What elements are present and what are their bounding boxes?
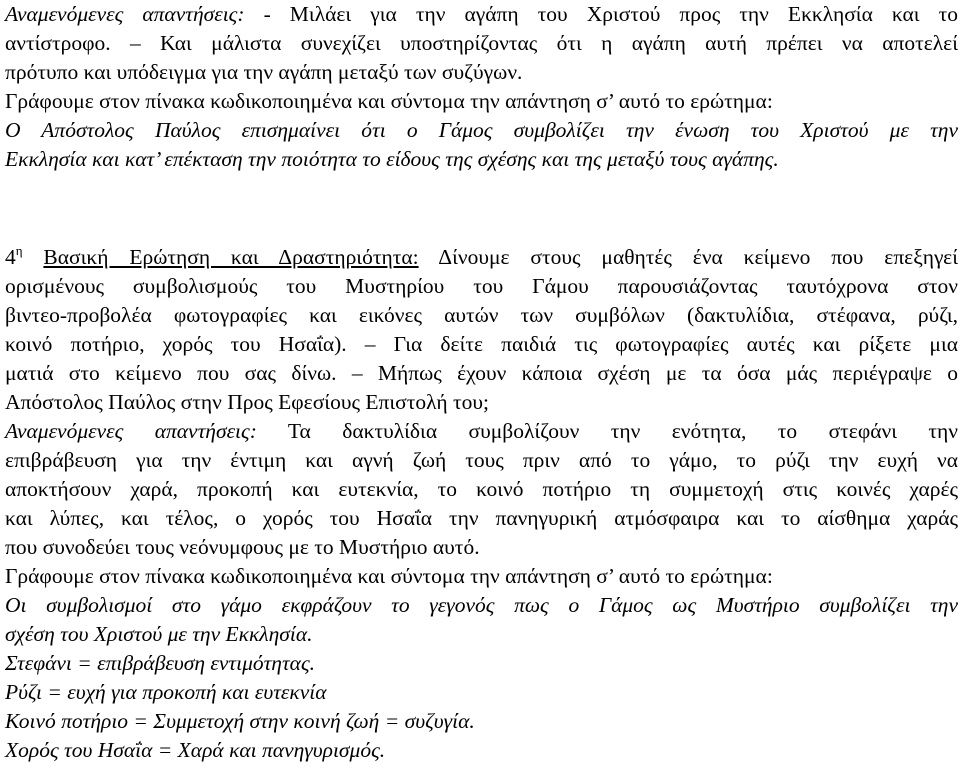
expected-answers-label: Αναμενόμενες απαντήσεις: xyxy=(5,419,257,443)
text-line xyxy=(5,736,958,765)
italic-text: Ρύζι = ευχή για προκοπή και ευτεκνία xyxy=(5,680,327,704)
italic-text: Χορός του Ησαΐα = Χαρά και πανηγυρισμός. xyxy=(5,738,386,762)
text-line xyxy=(5,29,958,58)
text-line xyxy=(5,533,958,562)
italic-text: Ο Απόστολος Παύλος επισημαίνει ότι ο Γάμος συμβολίζει την ένωση του Χριστού με την xyxy=(5,118,958,142)
text-line xyxy=(5,678,958,707)
italic-text: Οι συμβολισμοί στο γάμο εκφράζουν το γεγονός πως ο Γάμος ως Μυστήριο συμβολίζει την xyxy=(5,593,958,617)
section-heading: Βασική Ερώτηση και Δραστηριότητα: xyxy=(43,245,419,269)
body-text: ορισμένους συμβολισμούς του Μυστηρίου του Γάμου παρουσιάζοντας ταυτόχρονα στον xyxy=(5,274,958,298)
text-line xyxy=(5,330,958,359)
body-text: επιβράβευση για την έντιμη και αγνή ζωή τους πριν από το γάμο, το ρύζι την ευχή να xyxy=(5,448,958,472)
text-line xyxy=(5,116,958,145)
text-line xyxy=(5,417,958,446)
body-text: Γράφουμε στον πίνακα κωδικοποιημένα και σύντομα την απάντηση σ’ αυτό το ερώτημα: xyxy=(5,89,773,113)
question-number: 4 xyxy=(5,245,16,269)
document-page xyxy=(5,0,958,765)
text-line xyxy=(5,649,958,678)
body-text: - Μιλάει για την αγάπη του Χριστού προς την Εκκλησία και το xyxy=(244,2,959,26)
italic-text: Στεφάνι = επιβράβευση εντιμότητας. xyxy=(5,651,316,675)
text-line xyxy=(5,475,958,504)
body-text: που συνοδεύει τους νεόνυμφους με το Μυστήριο αυτό. xyxy=(5,535,480,559)
body-text: Γράφουμε στον πίνακα κωδικοποιημένα και σύντομα την απάντηση σ’ αυτό το ερώτημα: xyxy=(5,564,773,588)
text-line xyxy=(5,562,958,591)
text-line xyxy=(5,87,958,116)
paragraph-gap xyxy=(5,174,958,243)
text-line xyxy=(5,620,958,649)
text-line xyxy=(5,504,958,533)
text-line xyxy=(5,58,958,87)
text-line xyxy=(5,707,958,736)
text-line xyxy=(5,272,958,301)
body-text: ματιά στο κείμενο που σας δίνω. – Μήπως έχουν κάποια σχέση με τα όσα μάς περιέγραψε ο xyxy=(5,361,958,385)
text-line xyxy=(5,446,958,475)
body-text: Απόστολος Παύλος στην Προς Εφεσίους Επιστολή του; xyxy=(5,390,489,414)
text-line xyxy=(5,591,958,620)
body-text: πρότυπο και υπόδειγμα για την αγάπη μεταξύ των συζύγων. xyxy=(5,60,523,84)
text-line xyxy=(5,301,958,330)
italic-text: Κοινό ποτήριο = Συμμετοχή στην κοινή ζωή = συζυγία. xyxy=(5,709,475,733)
body-text: αποκτήσουν χαρά, προκοπή και ευτεκνία, το κοινό ποτήριο τη συμμετοχή στις κοινές χαρές xyxy=(5,477,958,501)
body-text: Τα δακτυλίδια συμβολίζουν την ενότητα, το στεφάνι την xyxy=(256,419,958,443)
body-text: βιντεο-προβολέα φωτογραφίες και εικόνες αυτών των συμβόλων (δακτυλίδια, στέφανα, ρύζι, xyxy=(5,303,958,327)
text-line xyxy=(5,388,958,417)
text-line xyxy=(5,243,958,272)
text-line xyxy=(5,0,958,29)
italic-text: Εκκλησία και κατ’ επέκταση την ποιότητα το είδους της σχέσης και της μεταξύ τους αγάπης. xyxy=(5,147,779,171)
body-text: κοινό ποτήριο, χορός του Ησαΐα). – Για δείτε παιδιά τις φωτογραφίες αυτές και ρίξετε μια xyxy=(5,332,958,356)
body-text: αντίστροφο. – Και μάλιστα συνεχίζει υποστηρίζοντας ότι η αγάπη αυτή πρέπει να αποτελεί xyxy=(5,31,958,55)
ordinal-superscript: η xyxy=(15,243,23,258)
text-line xyxy=(5,359,958,388)
text-line xyxy=(5,145,958,174)
document-body xyxy=(5,0,958,765)
italic-text: σχέση του Χριστού με την Εκκλησία. xyxy=(5,622,313,646)
expected-answers-label: Αναμενόμενες απαντήσεις: xyxy=(5,2,245,26)
body-text: και λύπες, και τέλος, ο χορός του Ησαΐα την πανηγυρική ατμόσφαιρα και το αίσθημα χαράς xyxy=(5,506,958,530)
body-text: Δίνουμε στους μαθητές ένα κείμενο που επεξηγεί xyxy=(418,245,958,269)
